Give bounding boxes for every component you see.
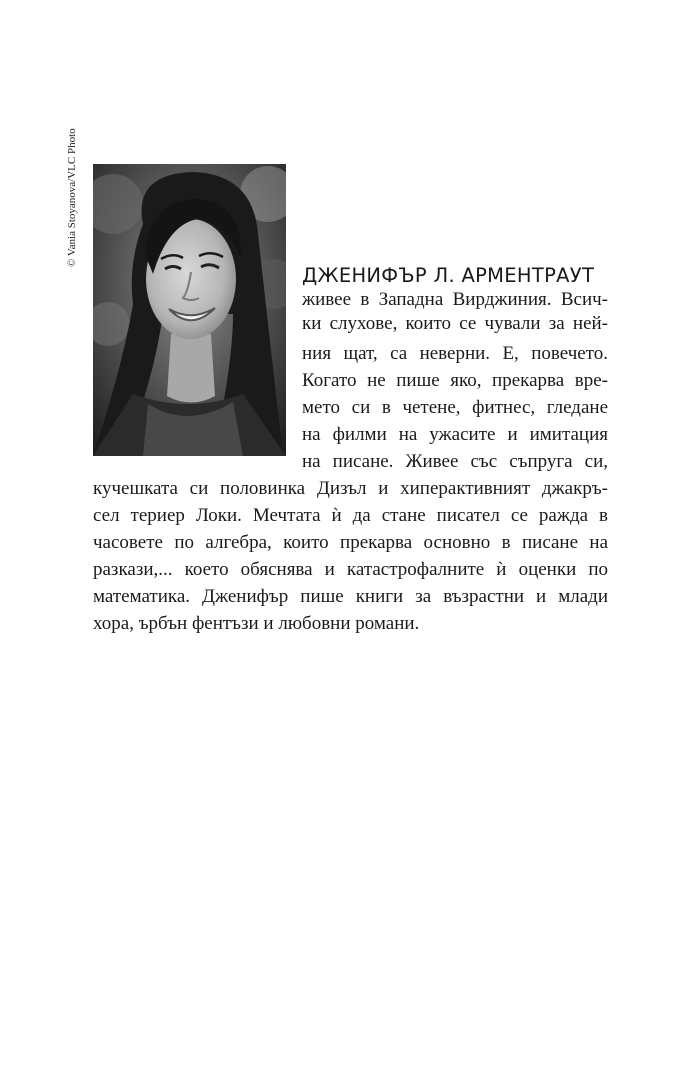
bio-line: живее в Западна Вирджиния. Всич- [302, 289, 608, 310]
bio-line: сел териер Локи. Мечтата ѝ да стане писател се ражда в [93, 505, 608, 526]
bio-line: мето си в четене, фитнес, гледане [302, 397, 608, 418]
bio-line: математика. Дженифър пише книги за възрастни и млади [93, 586, 608, 607]
author-portrait-image [93, 164, 286, 456]
bio-line: на филми на ужасите и имитация [302, 424, 608, 445]
author-name: ДЖЕНИФЪР Л. АРМЕНТРАУТ [302, 264, 595, 287]
photo-credit-text: © Vania Stoyanova/VLC Photo [66, 128, 78, 267]
bio-line: ния щат, са неверни. Е, повечето. [302, 343, 608, 364]
bio-line: Когато не пише яко, прекарва вре- [302, 370, 608, 391]
bio-line: ки слухове, които се чували за ней- [302, 313, 608, 334]
bio-line: часовете по алгебра, които прекарва основно в писане на [93, 532, 608, 553]
bio-line: разкази,... което обяснява и катастрофалните ѝ оценки по [93, 559, 608, 580]
bio-line-last: хора, ърбън фентъзи и любовни романи. [93, 613, 420, 634]
bio-line: на писане. Живее със съпруга си, [302, 451, 608, 472]
bio-line: кучешката си половинка Дизъл и хиперактивният джакръ- [93, 478, 608, 499]
author-photo [93, 164, 286, 456]
